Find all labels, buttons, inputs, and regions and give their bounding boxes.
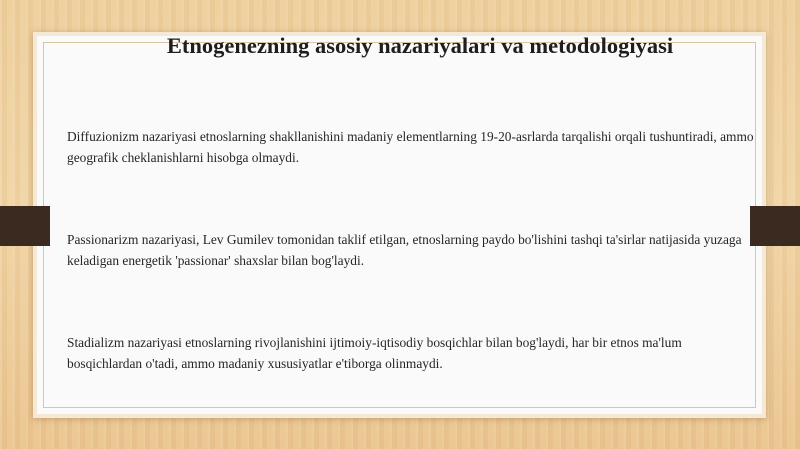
paragraph-diffuzionizm: Diffuzionizm nazariyasi etnoslarning shakllanishini madaniy elementlarning 19-20-asrlarda tarqalishi orqali tushuntiradi, ammo geografik cheklanishlarni hisobga olmaydi. xyxy=(67,129,754,165)
paragraph-passionarizm: Passionarizm nazariyasi, Lev Gumilev tomonidan taklif etilgan, etnoslarning paydo bo'lishini tashqi ta'sirlar natijasida yuzaga keladigan energetik 'passionar' shaxslar bilan bog'laydi. xyxy=(67,232,742,268)
paragraph-stadializm: Stadializm nazariyasi etnoslarning rivojlanishini ijtimoiy-iqtisodiy bosqichlar bilan bog'laydi, har bir etnos ma'lum bosqichlardan o'tadi, ammo madaniy xususiyatlar e'tiborga olinmaydi. xyxy=(67,335,682,371)
slide-title: Etnogenezning asosiy nazariyalari va metodologiyasi xyxy=(166,33,674,58)
left-edge-tab xyxy=(0,206,50,246)
right-edge-tab xyxy=(750,206,800,246)
